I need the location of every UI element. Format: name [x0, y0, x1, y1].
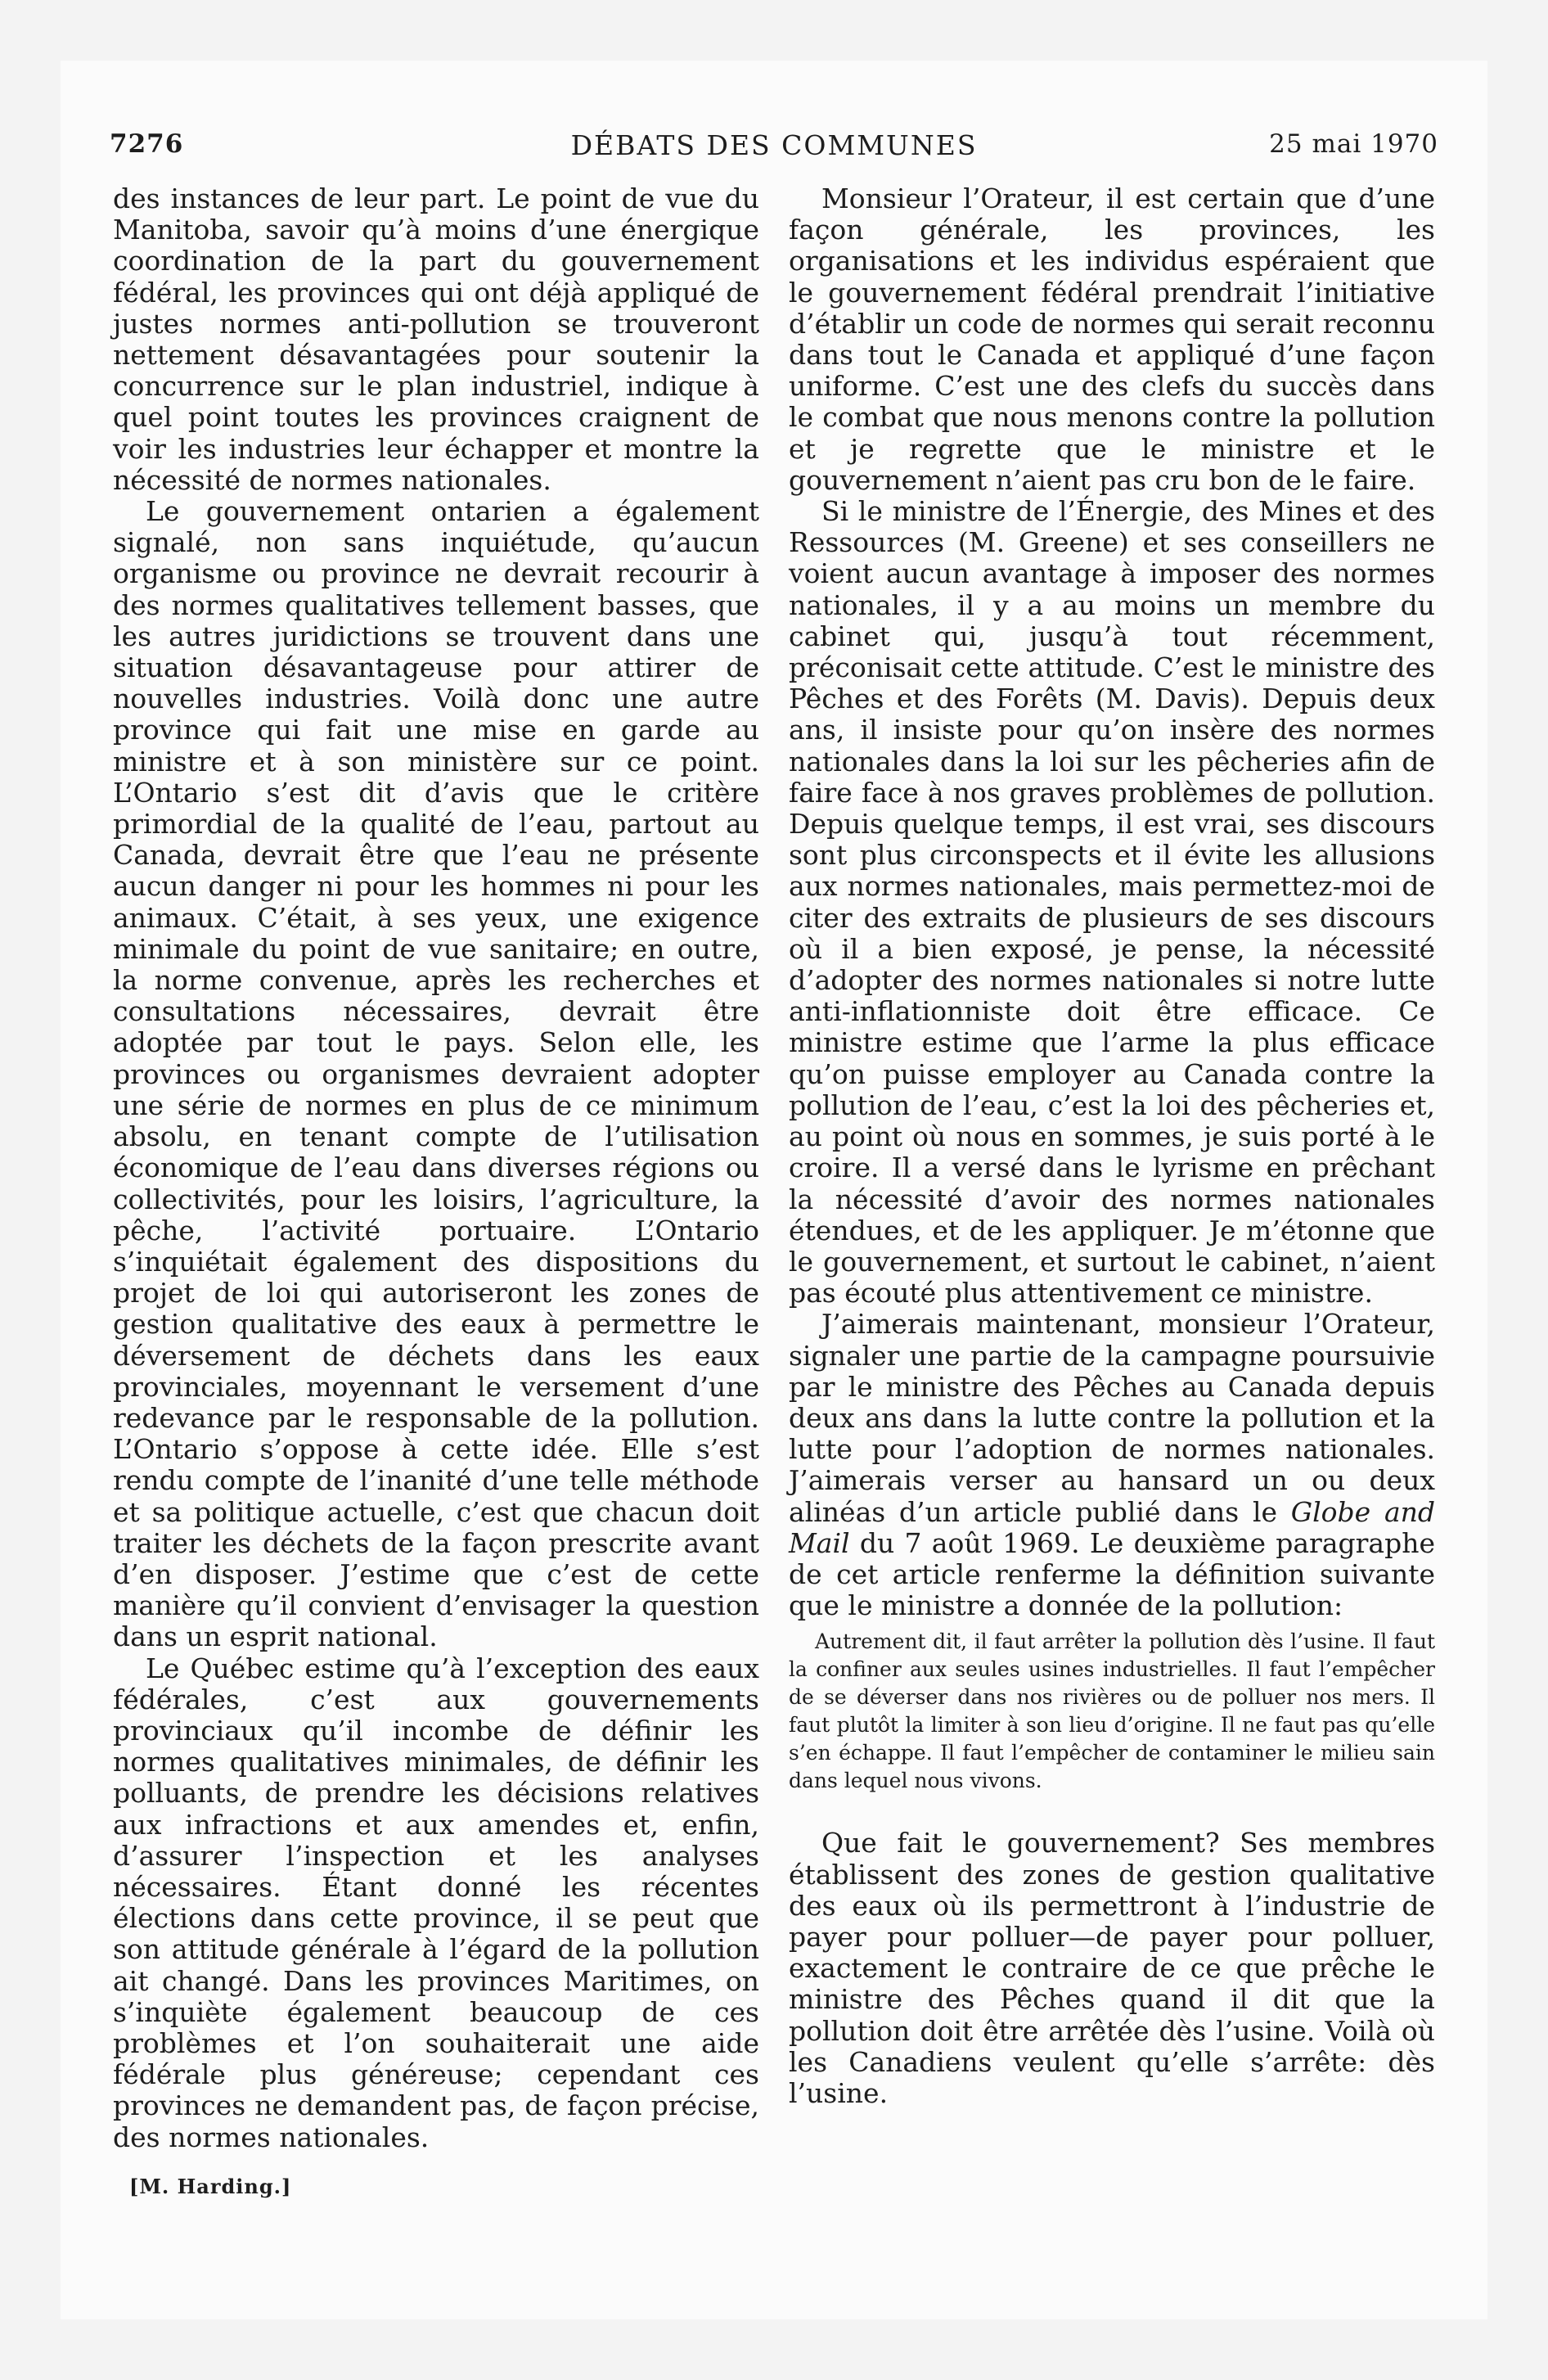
right-column — [789, 183, 1435, 2109]
page-date: 25 mai 1970 — [1269, 129, 1438, 159]
paragraph: Que fait le gouvernement? Ses membres établissent des zones de gestion qualitative des eaux où ils permettront à l’industrie de payer pour polluer—de payer pour polluer, exactement le contraire de ce que prêche le ministre des Pêches quand il dit que la pollution doit être arrêtée dès l’usine. Voilà où les Canadiens veulent qu’elle s’arrête: dès l’usine. — [789, 1827, 1435, 2109]
paragraph: des instances de leur part. Le point de vue du Manitoba, savoir qu’à moins d’une énergique coordination de la part du gouvernement fédéral, les provinces qui ont déjà appliqué de justes normes anti-pollution se trouveront nettement désavantagées pour soutenir la concurrence sur le plan industriel, indique à quel point toutes les provinces craignent de voir les industries leur échapper et montre la nécessité de normes nationales. — [113, 183, 759, 496]
page-number: 7276 — [110, 129, 184, 159]
paragraph: Le gouvernement ontarien a également signalé, non sans inquiétude, qu’aucun organisme ou province ne devrait recourir à des normes qualitatives tellement basses, que les autres juridictions se trouvent dans une situation désavantageuse pour attirer de nouvelles industries. Voilà donc une autre province qui fait une mise en garde au ministre et à son ministère sur ce point. L’Ontario s’est dit d’avis que le critère primordial de la qualité de l’eau, partout au Canada, devrait être que l’eau ne présente aucun danger ni pour les hommes ni pour les animaux. C’était, à ses yeux, une exigence minimale du point de vue sanitaire; en outre, la norme convenue, après les recherches et consultations nécessaires, devrait être adoptée par tout le pays. Selon elle, les provinces ou organismes devraient adopter une série de normes en plus de ce minimum absolu, en tenant compte de l’utilisation économique de l’eau dans diverses régions ou collectivités, pour les loisirs, l’agriculture, la pêche, l’activité portuaire. L’Ontario s’inquiétait également des dispositions du projet de loi qui autoriseront les zones de gestion qualitative des eaux à permettre le déversement de déchets dans les eaux provinciales, moyennant le versement d’une redevance par le responsable de la pollution. L’Ontario s’oppose à cette idée. Elle s’est rendu compte de l’inanité d’une telle méthode et sa politique actuelle, c’est que chacun doit traiter les déchets de la façon prescrite avant d’en disposer. J’estime que c’est de cette manière qu’il convient d’envisager la question dans un esprit national. — [113, 495, 759, 1653]
paragraph — [789, 1309, 1435, 1621]
page-sheet — [61, 61, 1487, 2319]
paragraph: Si le ministre de l’Énergie, des Mines et des Ressources (M. Greene) et ses conseillers ne voient aucun avantage à imposer des normes nationales, il y a au moins un membre du cabinet qui, jusqu’à tout récemment, préconisait cette attitude. C’est le ministre des Pêches et des Forêts (M. Davis). Depuis deux ans, il insiste pour qu’on insère des normes nationales dans la loi sur les pêcheries afin de faire face à nos graves problèmes de pollution. Depuis quelque temps, il est vrai, ses discours sont plus circonspects et il évite les allusions aux normes nationales, mais permettez-moi de citer des extraits de plusieurs de ses discours où il a bien exposé, je pense, la nécessité d’adopter des normes nationales si notre lutte anti-inflationniste doit être efficace. Ce ministre estime que l’arme la plus efficace qu’on puisse employer au Canada contre la pollution de l’eau, c’est la loi des pêcheries et, au point où nous en sommes, je suis porté à le croire. Il a versé dans le lyrisme en prêchant la nécessité d’avoir des normes nationales étendues, et de les appliquer. Je m’étonne que le gouvernement, et surtout le cabinet, n’aient pas écouté plus attentivement ce ministre. — [789, 495, 1435, 1309]
paragraph-text: J’aimerais maintenant, monsieur l’Orateur, signaler une partie de la campagne poursuivie par le ministre des Pêches au Canada depuis deux ans dans la lutte contre la pollution et la lutte pour l’adoption de normes nationales. J’aimerais verser au hansard un ou deux alinéas d’un article publié dans le — [789, 1308, 1435, 1528]
publication-title: Globe and Mail — [789, 1495, 1435, 1559]
paragraph-text: du 7 août 1969. Le deuxième paragraphe de cet article renferme la définition suivante que le ministre a donnée de la pollution: — [789, 1526, 1435, 1622]
block-quote: Autrement dit, il faut arrêter la pollution dès l’usine. Il faut la confiner aux seules usines industrielles. Il faut l’empêcher de se déverser dans nos rivières ou de polluer nos mers. Il faut plutôt la limiter à son lieu d’origine. Il ne faut pas qu’elle s’en échappe. Il faut l’empêcher de contaminer le milieu sain dans lequel nous vivons. — [789, 1629, 1435, 1793]
page-header — [110, 129, 1438, 165]
left-column — [113, 183, 759, 2198]
paragraph: Monsieur l’Orateur, il est certain que d’une façon générale, les provinces, les organisations et les individus espéraient que le gouvernement fédéral prendrait l’initiative d’établir un code de normes qui serait reconnu dans tout le Canada et appliqué d’une façon uniforme. C’est une des clefs du succès dans le combat que nous menons contre la pollution et je regrette que le ministre et le gouvernement n’aient pas cru bon de le faire. — [789, 183, 1435, 496]
paragraph: Le Québec estime qu’à l’exception des eaux fédérales, c’est aux gouvernements provinciaux qu’il incombe de définir les normes qualitatives minimales, de définir les polluants, de prendre les décisions relatives aux infractions et aux amendes et, enfin, d’assurer l’inspection et les analyses nécessaires. Étant donné les récentes élections dans cette province, il se peut que son attitude générale à l’égard de la pollution ait changé. Dans les provinces Maritimes, on s’inquiète également beaucoup de ces problèmes et l’on souhaiterait une aide fédérale plus généreuse; cependant ces provinces ne demandent pas, de façon précise, des normes nationales. — [113, 1652, 759, 2153]
page-title: DÉBATS DES COMMUNES — [570, 129, 978, 161]
speaker-attribution: [M. Harding.] — [129, 2174, 292, 2198]
